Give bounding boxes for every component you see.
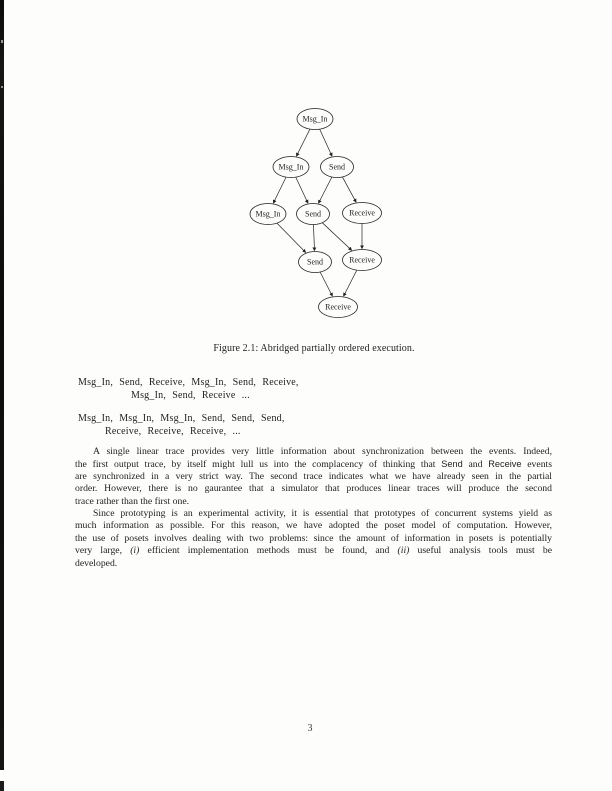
trace-1 — [78, 376, 538, 402]
text-line — [75, 508, 552, 520]
poset-edge — [313, 224, 314, 250]
text-segment: are synchronized in a very strict way. The second trace indicates what we have already seen in the partial — [75, 470, 552, 482]
emphasis-text: Send — [441, 459, 463, 470]
poset-edge — [320, 129, 332, 156]
poset-edge — [277, 223, 306, 252]
text-segment: much information as possible. For this reason, we have adopted the poset model of computation. However, — [75, 520, 552, 532]
trace-2 — [78, 412, 538, 438]
trace-line: Receive, Receive, Receive, ... — [105, 426, 241, 437]
poset-edge — [322, 223, 351, 251]
text-segment: and — [462, 459, 489, 471]
text-line — [75, 533, 552, 545]
poset-edge — [319, 177, 332, 203]
poset-edge — [296, 177, 308, 203]
text-line — [75, 496, 552, 508]
text-segment: developed. — [75, 557, 118, 569]
text-line — [75, 458, 552, 470]
paragraph — [75, 446, 552, 508]
poset-node-label: Msg_In — [255, 209, 281, 219]
text-segment: efficient implementation methods must be found, and — [139, 545, 398, 557]
emphasis-text: (i) — [130, 545, 140, 557]
text-line — [75, 520, 552, 532]
poset-node-label: Msg_In — [278, 162, 304, 172]
page-number: 3 — [307, 723, 313, 734]
body-text — [75, 446, 552, 570]
poset-edge — [273, 177, 286, 203]
figure-caption: Figure 2.1: Abridged partially ordered execution. — [213, 343, 415, 354]
text-line — [75, 483, 552, 495]
trace-line: Msg_In, Msg_In, Msg_In, Send, Send, Send, — [78, 413, 285, 424]
trace-listings — [78, 376, 538, 448]
text-segment: useful analysis tools must be — [409, 545, 552, 557]
text-segment: order. However, there is no gaurantee that a simulator that produces linear traces will produce the second — [75, 483, 552, 495]
poset-edge — [344, 270, 357, 296]
poset-node-label: Send — [307, 257, 323, 267]
text-line — [75, 545, 552, 557]
trace-line: Msg_In, Send, Receive ... — [131, 390, 250, 401]
emphasis-text: Receive — [488, 459, 522, 470]
text-segment: Since prototyping is an experimental activity, it is essential that prototypes of concurrent systems yield as — [93, 507, 552, 519]
text-line — [75, 471, 552, 483]
poset-node-label: Receive — [349, 208, 375, 218]
paragraph — [75, 508, 552, 570]
poset-edge — [296, 129, 309, 156]
text-segment: A single linear trace provides very little information about synchronization between the events. Indeed, — [93, 446, 552, 457]
text-line — [75, 446, 552, 458]
text-segment: the first output trace, by itself might lull us into the complacency of thinking that — [75, 459, 442, 471]
poset-edge — [342, 177, 356, 202]
poset-node-label: Receive — [349, 255, 375, 265]
text-segment: very large, — [75, 545, 131, 557]
text-segment: trace rather than the first one. — [75, 495, 190, 507]
text-segment: events — [521, 459, 552, 471]
poset-node-label: Send — [329, 162, 345, 172]
text-line — [75, 558, 552, 570]
trace-line: Msg_In, Send, Receive, Msg_In, Send, Receive, — [78, 377, 299, 388]
text-segment: the use of posets involves dealing with two problems: since the amount of information in posets is potentially — [75, 532, 552, 544]
poset-node-label: Receive — [325, 302, 351, 312]
emphasis-text: (ii) — [397, 545, 410, 557]
poset-node-label: Msg_In — [302, 114, 328, 124]
poset-node-label: Send — [305, 209, 321, 219]
poset-edge — [320, 272, 332, 296]
